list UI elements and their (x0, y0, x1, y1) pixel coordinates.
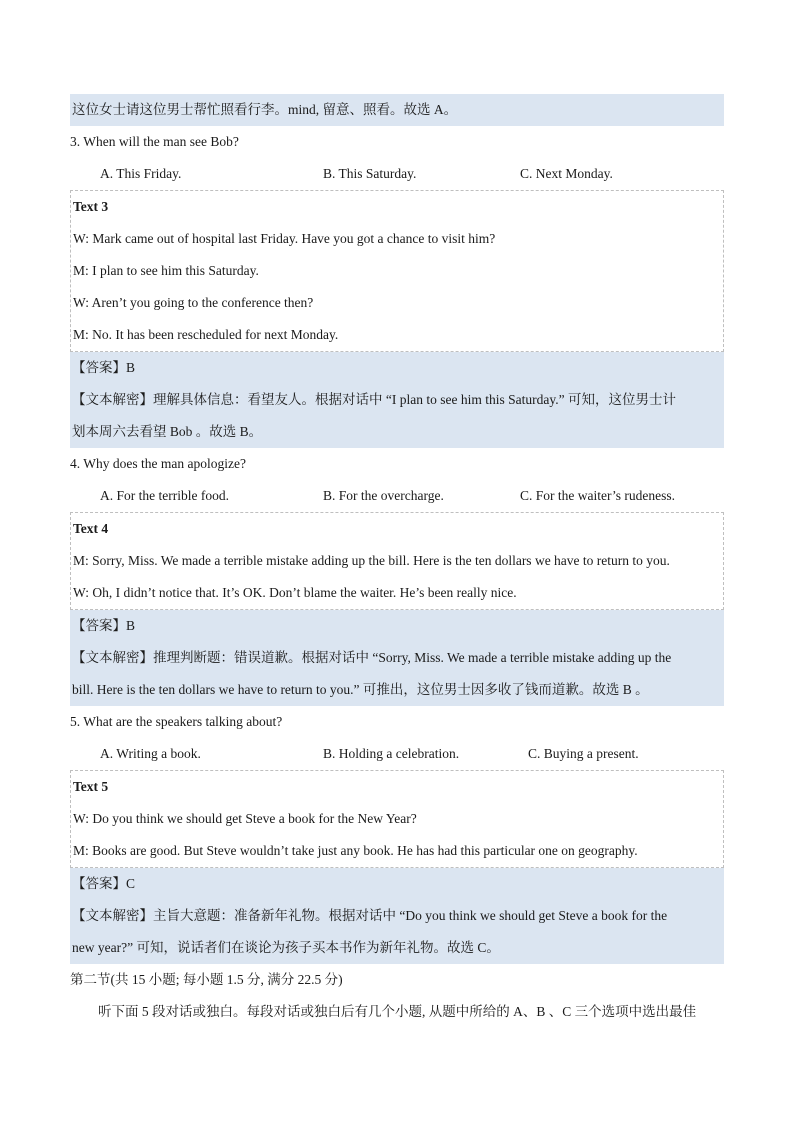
option-b: B. For the overcharge. (323, 488, 444, 503)
answer: 【答案】B (72, 618, 136, 633)
dialog-line: M: I plan to see him this Saturday. (73, 263, 259, 278)
dialog-line: M: Books are good. But Steve wouldn’t take just any book. He has had this particular one on geography. (73, 843, 638, 858)
option-b: B. Holding a celebration. (323, 746, 460, 761)
question-3: 3. When will the man see Bob? (70, 134, 239, 149)
answer-box-5 (70, 868, 724, 964)
dialog-line: M: Sorry, Miss. We made a terrible mistake adding up the bill. Here is the ten dollars we have to return to you. (73, 553, 670, 568)
explanation: new year?” 可知，说话者们在谈论为孩子买本书作为新年礼物。故选 C。 (72, 940, 500, 955)
question-4: 4. Why does the man apologize? (70, 456, 246, 471)
option-c: C. Next Monday. (520, 166, 613, 181)
text-title: Text 3 (73, 199, 109, 214)
option-c: C. For the waiter’s rudeness. (520, 488, 675, 503)
explanation: 【文本解密】推理判断题：错误道歉。根据对话中 “Sorry, Miss. We made a terrible mistake adding up the (72, 650, 672, 665)
dialog-line: W: Mark came out of hospital last Friday. Have you got a chance to visit him? (73, 231, 496, 246)
text-title: Text 4 (73, 521, 109, 536)
option-a: A. This Friday. (100, 166, 182, 181)
option-c: C. Buying a present. (528, 746, 639, 761)
text-3-box (70, 190, 724, 352)
explanation: 【文本解密】主旨大意题：准备新年礼物。根据对话中 “Do you think we should get Steve a book for the (72, 908, 668, 923)
explanation: 【文本解密】理解具体信息：看望友人。根据对话中 “I plan to see him this Saturday.” 可知，这位男士计 (72, 392, 676, 407)
text-4-box (70, 512, 724, 610)
dialog-line: W: Oh, I didn’t notice that. It’s OK. Don’t blame the waiter. He’s been really nice. (73, 585, 517, 600)
dialog-line: M: No. It has been rescheduled for next Monday. (73, 327, 339, 342)
text-title: Text 5 (73, 779, 109, 794)
option-a: A. For the terrible food. (100, 488, 229, 503)
explanation-q2: 这位女士请这位男士帮忙照看行李。mind, 留意、照看。故选 A。 (70, 94, 724, 126)
question-5: 5. What are the speakers talking about? (70, 714, 283, 729)
answer: 【答案】C (72, 876, 136, 891)
option-b: B. This Saturday. (323, 166, 417, 181)
section-title: 第二节(共 15 小题; 每小题 1.5 分, 满分 22.5 分) (70, 972, 343, 987)
document-page (70, 94, 724, 1028)
option-a: A. Writing a book. (100, 746, 201, 761)
dialog-line: W: Aren’t you going to the conference then? (73, 295, 314, 310)
section-instructions: 听下面 5 段对话或独白。每段对话或独白后有几个小题, 从题中所给的 A、B 、C 三个选项中选出最佳 (98, 1004, 697, 1019)
text-5-box (70, 770, 724, 868)
question-4-options (70, 480, 724, 512)
dialog-line: W: Do you think we should get Steve a book for the New Year? (73, 811, 417, 826)
answer: 【答案】B (72, 360, 136, 375)
question-5-options (70, 738, 724, 770)
question-3-options (70, 158, 724, 190)
answer-box-4 (70, 610, 724, 706)
explanation: bill. Here is the ten dollars we have to return to you.” 可推出，这位男士因多收了钱而道歉。故选 B 。 (72, 682, 649, 697)
explanation: 划本周六去看望 Bob 。故选 B。 (72, 424, 263, 439)
answer-box-3 (70, 352, 724, 448)
